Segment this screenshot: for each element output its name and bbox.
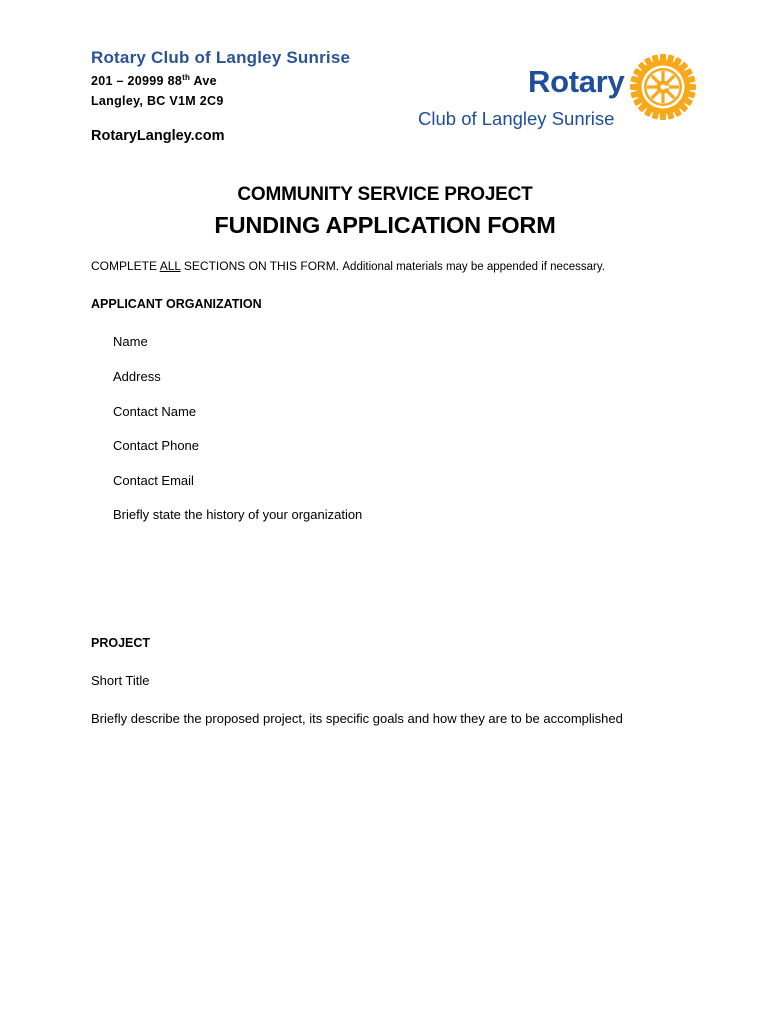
project-description-label: Briefly describe the proposed project, its specific goals and how they are to be accomplished [91, 711, 623, 726]
short-title-label: Short Title [91, 673, 150, 688]
contact-phone-label: Contact Phone [113, 438, 200, 453]
rotary-logo [415, 52, 705, 134]
logo-wordmark: Rotary [528, 64, 625, 99]
club-name: Rotary Club of Langley Sunrise [91, 48, 351, 67]
organization-history-label: Briefly state the history of your organization [113, 507, 363, 522]
instructions-emphasis: ALL [159, 259, 181, 273]
rotary-wheel-icon [630, 54, 696, 120]
instructions-part-1: COMPLETE [91, 259, 160, 273]
applicant-address-label: Address [113, 369, 161, 384]
website-link[interactable]: RotaryLangley.com [91, 128, 225, 144]
address-line-2: Langley, BC V1M 2C9 [91, 94, 224, 108]
address-line-1 [91, 73, 217, 88]
project-section-heading: PROJECT [91, 636, 151, 650]
applicant-name-label: Name [113, 334, 148, 349]
logo-subtitle: Club of Langley Sunrise [418, 108, 615, 129]
instructions-part-2: SECTIONS ON THIS FORM. [180, 259, 343, 273]
contact-email-label: Contact Email [113, 473, 194, 488]
instructions-part-3: Additional materials may be appended if necessary. [342, 261, 605, 273]
form-title-line-2: FUNDING APPLICATION FORM [214, 212, 556, 238]
address-line-1-text: 201 – 20999 88 [91, 74, 183, 89]
instructions [91, 259, 605, 273]
address-line-1-suffix: Ave [190, 74, 217, 89]
applicant-section-heading: APPLICANT ORGANIZATION [91, 297, 262, 311]
address-line-1-sup: th [182, 73, 191, 82]
form-title-line-1: COMMUNITY SERVICE PROJECT [237, 184, 533, 205]
contact-name-label: Contact Name [113, 404, 197, 419]
